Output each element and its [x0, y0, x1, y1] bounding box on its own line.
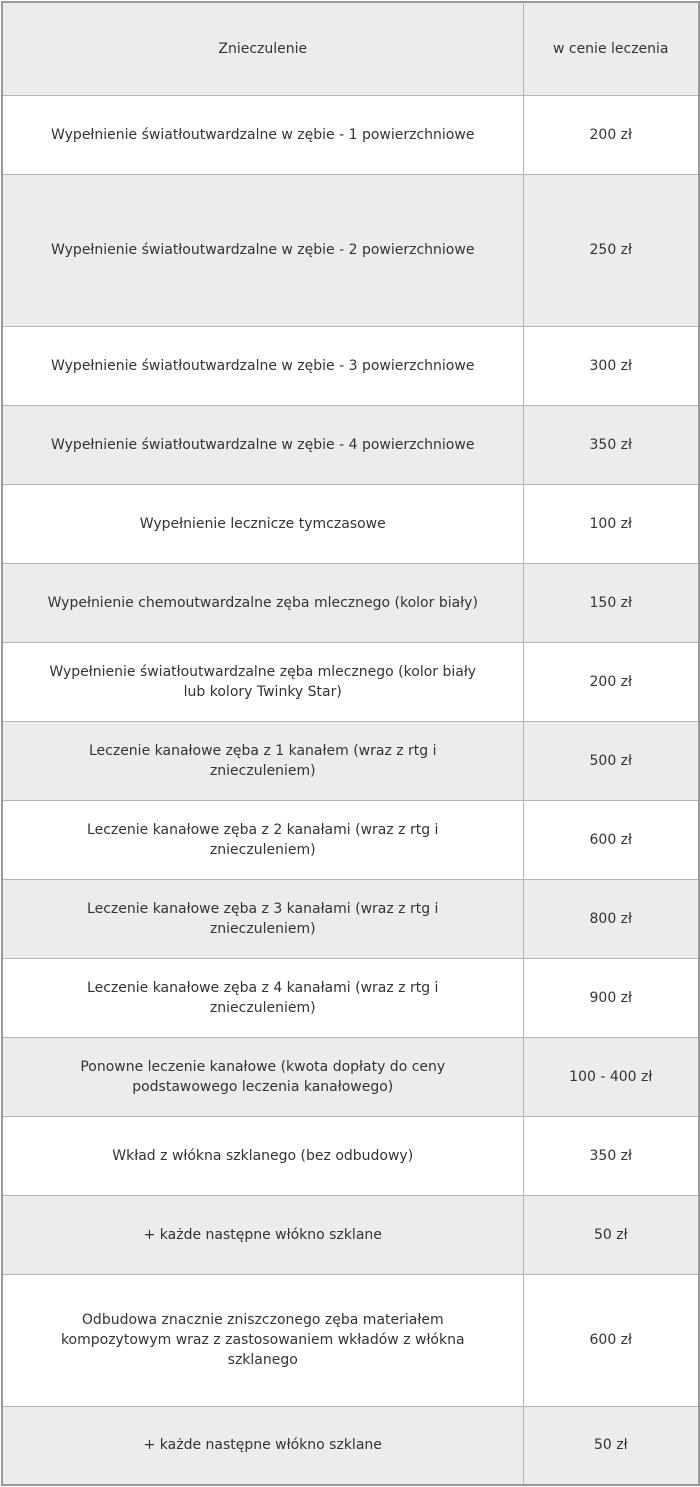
service-cell: Wypełnienie światłoutwardzalne w zębie - 2 powierzchniowe [2, 174, 523, 326]
service-cell: Wypełnienie światłoutwardzalne w zębie - 3 powierzchniowe [2, 326, 523, 405]
price-table [1, 1, 700, 1486]
table-row [2, 405, 699, 484]
service-cell: Leczenie kanałowe zęba z 4 kanałami (wraz z rtg i znieczuleniem) [2, 958, 523, 1037]
table-row [2, 174, 699, 326]
service-cell: Wypełnienie światłoutwardzalne w zębie - 1 powierzchniowe [2, 95, 523, 174]
service-cell: Wypełnienie chemoutwardzalne zęba mlecznego (kolor biały) [2, 563, 523, 642]
table-row [2, 1037, 699, 1116]
table-row [2, 1195, 699, 1274]
price-cell: 50 zł [523, 1406, 699, 1485]
service-cell: Wypełnienie światłoutwardzalne zęba mlecznego (kolor biały lub kolory Twinky Star) [2, 642, 523, 721]
service-cell: Leczenie kanałowe zęba z 3 kanałami (wraz z rtg i znieczuleniem) [2, 879, 523, 958]
service-cell: Wypełnienie lecznicze tymczasowe [2, 484, 523, 563]
table-row [2, 563, 699, 642]
table-row [2, 95, 699, 174]
price-cell: 250 zł [523, 174, 699, 326]
price-cell: 100 - 400 zł [523, 1037, 699, 1116]
price-cell: 200 zł [523, 642, 699, 721]
price-cell: 150 zł [523, 563, 699, 642]
header-price-cell: w cenie leczenia [523, 2, 699, 95]
table-row [2, 721, 699, 800]
price-cell: 900 zł [523, 958, 699, 1037]
price-cell: 600 zł [523, 1274, 699, 1406]
header-service-cell: Znieczulenie [2, 2, 523, 95]
price-cell: 50 zł [523, 1195, 699, 1274]
price-cell: 600 zł [523, 800, 699, 879]
service-cell: Wypełnienie światłoutwardzalne w zębie - 4 powierzchniowe [2, 405, 523, 484]
table-row [2, 800, 699, 879]
table-row [2, 1116, 699, 1195]
price-cell: 350 zł [523, 1116, 699, 1195]
table-row [2, 326, 699, 405]
service-cell: + każde następne włókno szklane [2, 1195, 523, 1274]
table-row [2, 484, 699, 563]
table-row [2, 642, 699, 721]
service-cell: Ponowne leczenie kanałowe (kwota dopłaty do ceny podstawowego leczenia kanałowego) [2, 1037, 523, 1116]
table-row [2, 958, 699, 1037]
table-row [2, 1274, 699, 1406]
service-cell: Leczenie kanałowe zęba z 1 kanałem (wraz z rtg i znieczuleniem) [2, 721, 523, 800]
price-cell: 350 zł [523, 405, 699, 484]
price-cell: 200 zł [523, 95, 699, 174]
price-cell: 100 zł [523, 484, 699, 563]
price-cell: 500 zł [523, 721, 699, 800]
service-cell: Wkład z włókna szklanego (bez odbudowy) [2, 1116, 523, 1195]
table-row [2, 1406, 699, 1485]
service-cell: Odbudowa znacznie zniszczonego zęba materiałem kompozytowym wraz z zastosowaniem wkładów z włókna szklanego [2, 1274, 523, 1406]
service-cell: + każde następne włókno szklane [2, 1406, 523, 1485]
table-header-row [2, 2, 699, 95]
table-row [2, 879, 699, 958]
price-cell: 300 zł [523, 326, 699, 405]
price-cell: 800 zł [523, 879, 699, 958]
service-cell: Leczenie kanałowe zęba z 2 kanałami (wraz z rtg i znieczuleniem) [2, 800, 523, 879]
